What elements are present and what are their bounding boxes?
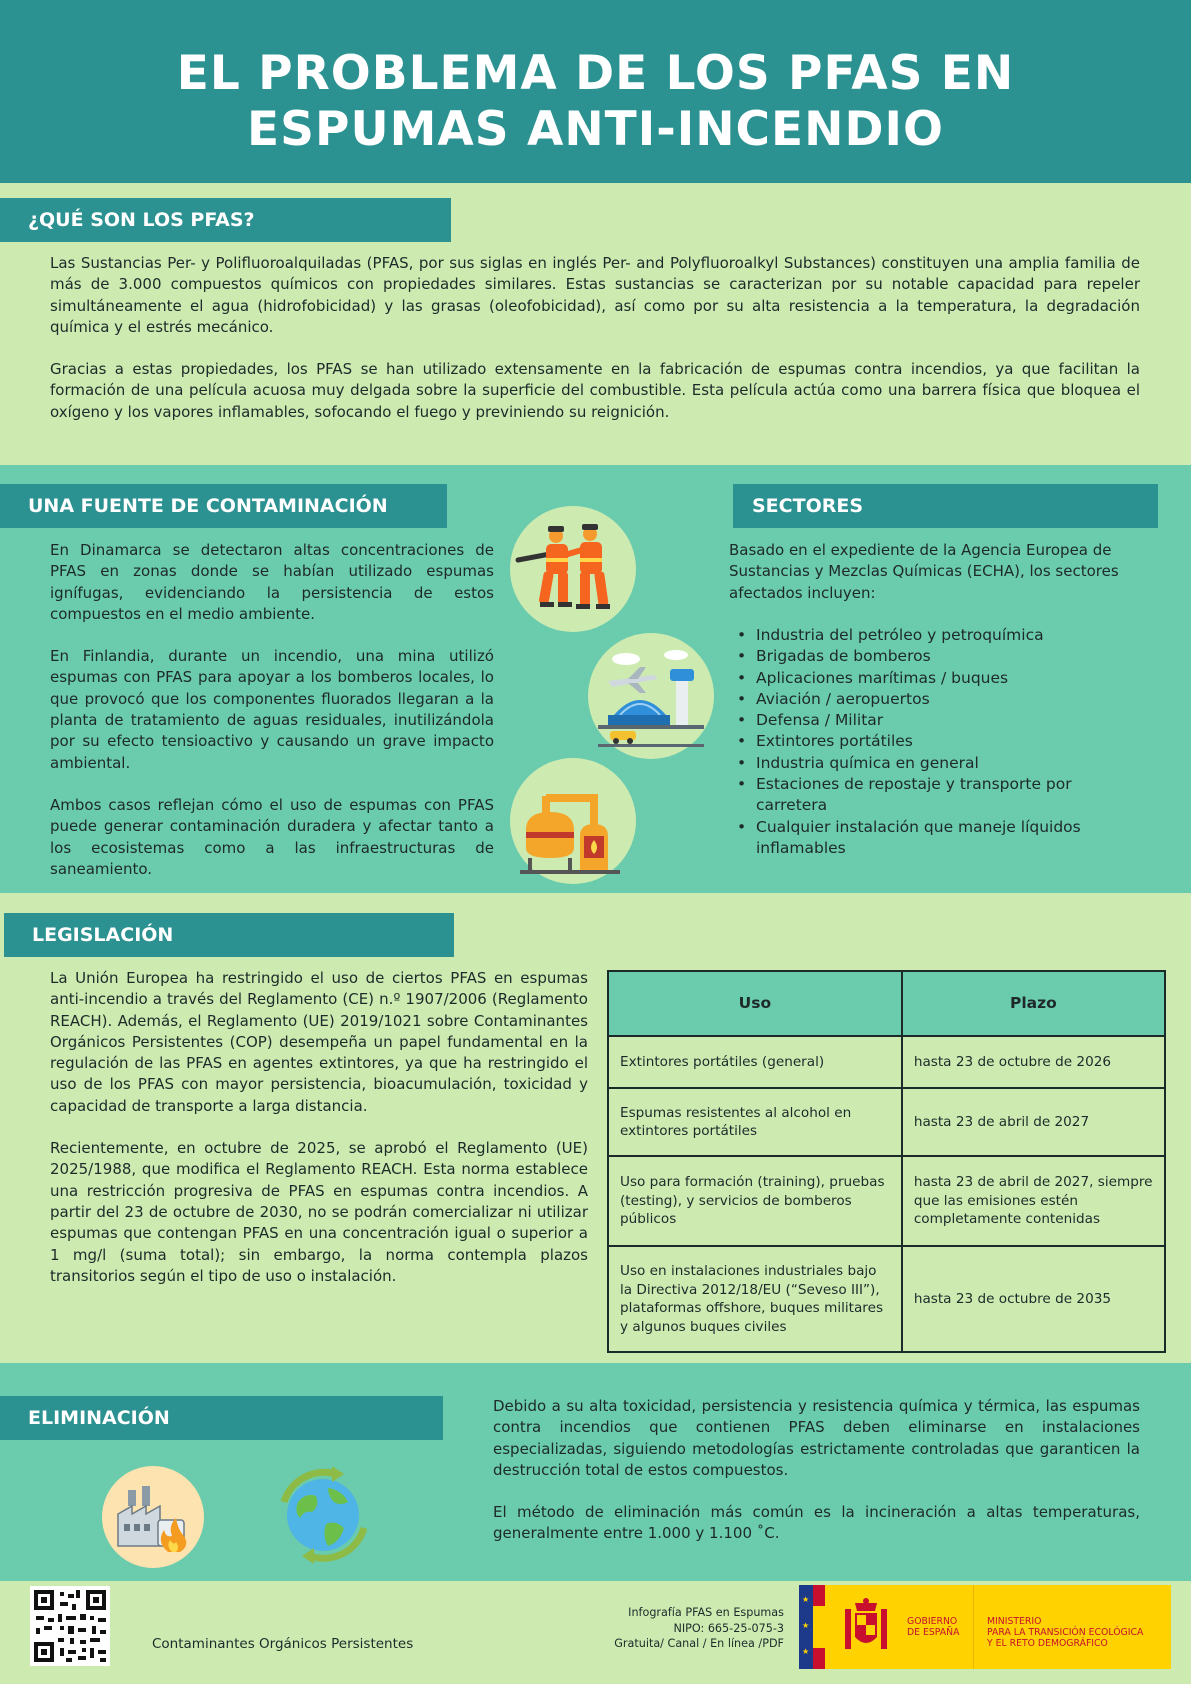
industrial-plant-icon bbox=[510, 758, 636, 884]
table-cell-uso: Uso para formación (training), pruebas (testing), y servicios de bomberos públicos bbox=[608, 1156, 902, 1246]
section-title-eliminacion: ELIMINACIÓN bbox=[0, 1396, 443, 1440]
airport-icon bbox=[588, 633, 714, 759]
table-cell-uso: Uso en instalaciones industriales bajo la Directiva 2012/18/EU (“Seveso III”), plataformas offshore, buques militares y algunos buques civiles bbox=[608, 1246, 902, 1352]
list-item: • Industria del petróleo y petroquímica bbox=[729, 625, 1129, 646]
table-header-row bbox=[608, 971, 1165, 1036]
section-title-legislacion: LEGISLACIÓN bbox=[4, 913, 454, 957]
sectores-intro: Basado en el expediente de la Agencia Europea de Sustancias y Mezclas Químicas (ECHA), los sectores afectados incluyen: bbox=[729, 541, 1119, 602]
recycling-earth-icon bbox=[270, 1462, 376, 1568]
ministerio-label: MINISTERIO PARA LA TRANSICIÓN ECOLÓGICA Y EL RETO DEMOGRÁFICO bbox=[987, 1616, 1144, 1649]
que-son-paragraph-1: Las Sustancias Per- y Polifluoroalquiladas (PFAS, por sus siglas en inglés Per- and Polyfluoroalkyl Substances) constituyen una amplia familia de más de 3.000 compuestos químicos con propiedades similares. Estas sustancias se caracterizan por su notable capacidad para repeler simultáneamente el agua (hidrofobicidad) y las grasas (oleofobicidad), así como por su alta resistencia a la temperatura, la degradación química y el estrés mecánico. bbox=[50, 254, 1140, 336]
list-item: • Aviación / aeropuertos bbox=[729, 689, 1129, 710]
legislacion-text bbox=[50, 968, 588, 1287]
firefighters-icon bbox=[510, 506, 636, 632]
table-header-uso: Uso bbox=[608, 971, 902, 1036]
list-item: • Estaciones de repostaje y transporte por carretera bbox=[729, 774, 1129, 817]
gobierno-label: GOBIERNO DE ESPAÑA bbox=[907, 1616, 960, 1638]
section-title-que-son: ¿QUÉ SON LOS PFAS? bbox=[0, 198, 451, 242]
list-item: • Cualquier instalación que maneje líquidos inflamables bbox=[729, 817, 1129, 860]
sectores-list bbox=[729, 625, 1129, 859]
table-cell-uso: Espumas resistentes al alcohol en extintores portátiles bbox=[608, 1088, 902, 1156]
page-header bbox=[0, 0, 1191, 183]
table-cell-plazo: hasta 23 de abril de 2027 bbox=[902, 1088, 1165, 1156]
footer-info-title: Infografía PFAS en Espumas bbox=[628, 1606, 784, 1619]
title-line-1: EL PROBLEMA DE LOS PFAS EN bbox=[176, 46, 1015, 101]
page-title bbox=[0, 46, 1191, 158]
section-title-fuente: UNA FUENTE DE CONTAMINACIÓN bbox=[0, 484, 447, 528]
legislacion-paragraph-1: La Unión Europea ha restringido el uso de ciertos PFAS en espumas anti-incendio a través del Reglamento (CE) n.º 1907/2006 (Reglamento REACH). Además, el Reglamento (UE) 2019/1021 sobre Contaminantes Orgánicos Persistentes (COP) desempeña un papel fundamental en la regulación de las PFAS en agentes extintores, ya que ha restringido el uso de los PFAS con mayor persistencia, bioacumulación, toxicidad y capacidad de transporte a larga distancia. bbox=[50, 969, 588, 1115]
eliminacion-paragraph-1: Debido a su alta toxicidad, persistencia y resistencia química y térmica, las espumas contra incendios que contienen PFAS deben eliminarse en instalaciones especializadas, siguiendo metodologías estrictamente controladas que garanticen la destrucción total de estos compuestos. bbox=[493, 1397, 1140, 1479]
list-item: • Aplicaciones marítimas / buques bbox=[729, 668, 1129, 689]
section-title-sectores: SECTORES bbox=[733, 484, 1158, 528]
table-cell-plazo: hasta 23 de abril de 2027, siempre que las emisiones estén completamente contenidas bbox=[902, 1156, 1165, 1246]
table-row bbox=[608, 1036, 1165, 1088]
legislacion-paragraph-2: Recientemente, en octubre de 2025, se aprobó el Reglamento (UE) 2025/1988, que modifica el Reglamento REACH. Esta norma establece una restricción progresiva de PFAS en espumas contra incendios. A partir del 23 de octubre de 2030, no se podrán comercializar ni utilizar espumas que contengan PFAS en una concentración igual o superior a 1 mg/l (suma total); sin embargo, la norma contempla plazos transitorios según el tipo de uso o instalación. bbox=[50, 1139, 588, 1285]
footer-tagline: Contaminantes Orgánicos Persistentes bbox=[152, 1636, 414, 1652]
eu-flag-strip: ★ ★ ★ bbox=[799, 1585, 813, 1669]
footer-info bbox=[560, 1605, 784, 1652]
fuente-paragraph-3: Ambos casos reflejan cómo el uso de espumas con PFAS puede generar contaminación duradera y afectar tanto a los ecosistemas como a las infraestructuras de saneamiento. bbox=[50, 795, 494, 878]
government-logo bbox=[799, 1585, 1171, 1669]
list-item: • Defensa / Militar bbox=[729, 710, 1129, 731]
plazos-table bbox=[607, 970, 1166, 1353]
list-item: • Extintores portátiles bbox=[729, 731, 1129, 752]
eliminacion-paragraph-2: El método de eliminación más común es la incineración a altas temperaturas, generalmente entre 1.000 y 1.100 ˚C. bbox=[493, 1503, 1140, 1543]
table-row bbox=[608, 1156, 1165, 1246]
fuente-paragraph-1: En Dinamarca se detectaron altas concentraciones de PFAS en zonas donde se habían utilizado espumas ignífugas, evidenciando la persistencia de estos compuestos en el medio ambiente. bbox=[50, 541, 494, 623]
factory-fire-icon bbox=[102, 1466, 204, 1568]
table-row bbox=[608, 1088, 1165, 1156]
table-cell-plazo: hasta 23 de octubre de 2035 bbox=[902, 1246, 1165, 1352]
table-header-plazo: Plazo bbox=[902, 971, 1165, 1036]
fuente-text bbox=[50, 540, 494, 880]
eliminacion-text bbox=[493, 1396, 1140, 1545]
que-son-paragraph-2: Gracias a estas propiedades, los PFAS se han utilizado extensamente en la fabricación de espumas contra incendios, ya que facilitan la formación de una película acuosa muy delgada sobre la superficie del combustible. Esta película actúa como una barrera física que bloquea el oxígeno y los vapores inflamables, sofocando el fuego y previniendo su reignición. bbox=[50, 360, 1140, 421]
fuente-paragraph-2: En Finlandia, durante un incendio, una mina utilizó espumas con PFAS para apoyar a los bomberos locales, lo que provocó que los componentes fluorados llegaran a la planta de tratamiento de aguas residuales, inutilizándola por su efecto tensioactivo y causando un grave impacto ambiental. bbox=[50, 647, 494, 772]
footer-distribution: Gratuita/ Canal / En línea /PDF bbox=[614, 1637, 784, 1650]
que-son-text bbox=[50, 253, 1140, 423]
coat-of-arms-icon bbox=[841, 1595, 891, 1659]
qr-code[interactable] bbox=[30, 1586, 110, 1666]
table-cell-uso: Extintores portátiles (general) bbox=[608, 1036, 902, 1088]
list-item: • Industria química en general bbox=[729, 753, 1129, 774]
list-item: • Brigadas de bomberos bbox=[729, 646, 1129, 667]
table-row bbox=[608, 1246, 1165, 1352]
footer-nipo: NIPO: 665-25-075-3 bbox=[673, 1621, 784, 1635]
table-cell-plazo: hasta 23 de octubre de 2026 bbox=[902, 1036, 1165, 1088]
title-line-2: ESPUMAS ANTI-INCENDIO bbox=[247, 102, 944, 157]
